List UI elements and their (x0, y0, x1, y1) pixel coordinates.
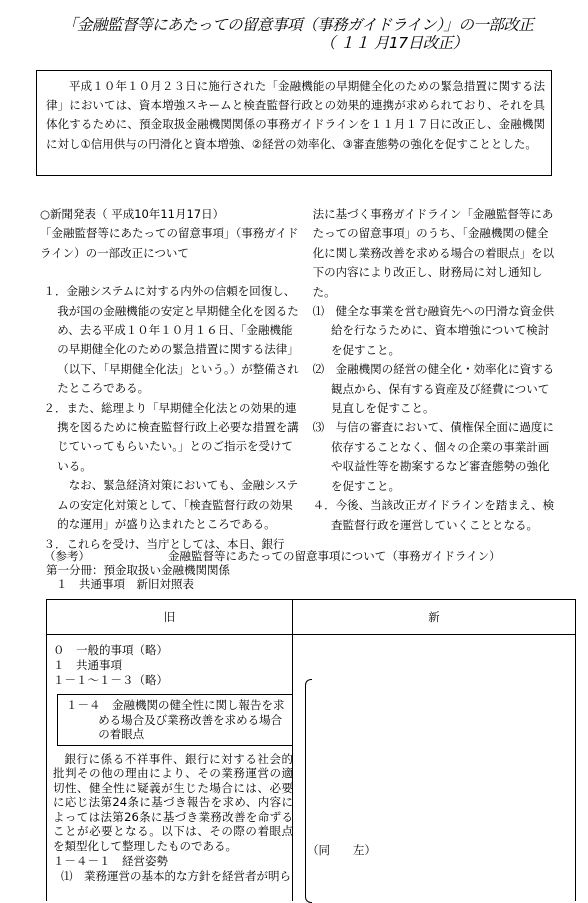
summary-box: 平成１０年１０月２３日に施行された「金融機能の早期健全化のための緊急措置に関する法律」においては、資本増強スキームと検査監督行政との効果的連携が求められており、それを具体化するために、預金取扱金融機関関係の事務ガイドラインを１１月１７日に改正し、金融機関に対し①信用供与の円滑化と資本増強、②経営の効率化、③審査態勢の強化を促すこととした。 (36, 70, 552, 176)
old-subsection: １－４－１ 経営姿勢 (53, 853, 168, 868)
reference-title: 金融監督等にあたっての留意事項について（事務ガイドライン） (168, 549, 501, 563)
right-column (308, 205, 558, 535)
section-1-4-heading: １－４ 金融機関の健全性に関し報告を求める場合及び業務改善を求める場合の着眼点 (66, 698, 285, 741)
header-new: 新 (293, 600, 576, 635)
header-old: 旧 (47, 600, 293, 635)
item-2: ２．また、総理より「早期健全化法との効果的連携を図るために検査監督行政上必要な措置を講じていってもらいたい。」とのご指示を受けている。 (43, 400, 299, 473)
section-1-4-box (57, 694, 293, 746)
left-column (40, 205, 302, 554)
press-release-date: ○新聞発表（ 平成10年11月17日） (40, 207, 225, 221)
new-cell (293, 635, 576, 902)
title-line-2: （ １１ 月17日改正） (320, 34, 468, 52)
item-4: ４．今後、当該改正ガイドラインを踏まえ、検査監督行政を運営していくこととなる。 (312, 498, 555, 532)
reference-block (44, 549, 564, 591)
point-1: ⑴ 健全な事業を営む融資先への円滑な資金供給を行なうために、資本増強について検討を促すこと。 (312, 304, 555, 357)
old-paragraph: 銀行に係る不祥事件、銀行に対する社会的批判その他の理由により、その業務運営の適切性、健全性に疑義が生じた場合には、必要に応じ法第24条に基づき報告を求め、内容によっては法第26条に基づき業務改善を命ずることが必要となる。以下は、その際の着眼点を類型化して整理したものである。 (53, 751, 293, 854)
reference-section: １ 共通事項 新旧対照表 (56, 577, 194, 591)
release-doc-title: 「金融監督等にあたっての留意事項」（事務ガイドライン）の一部改正について (40, 226, 299, 260)
title-line-1: 「金融監督等にあたっての留意事項（事務ガイドライン）」の一部改正 (62, 16, 534, 34)
old-line-0: ０ 一般的事項（略） (53, 643, 168, 657)
same-as-left: （同 左） (307, 843, 377, 857)
item-1: １．金融システムに対する内外の信頼を回復し、我が国の金融機能の安定と早期健全化を図るため、去る平成１０年１０月１６日、「金融機能の早期健全化のための緊急措置に関する法律」（以下、「早期健全化法」という。）が整備されたところである。 (43, 284, 299, 396)
page-title (62, 16, 572, 52)
item-2-note: なお、緊急経済対策においても、金融システムの安定化対策として、「検査監督行政の効果的な運用」が盛り込まれたところである。 (57, 478, 299, 532)
point-2: ⑵ 金融機関の経営の健全化・効率化に資する観点から、保有する資産及び経費について見直しを促すこと。 (312, 362, 555, 416)
reference-volume: 第一分冊：預金取扱い金融機関関係 (46, 563, 230, 577)
old-cell (47, 635, 293, 902)
comparison-table (46, 599, 576, 901)
old-subsection-1: ⑴ 業務運営の基本的な方針を経営者が明ら (61, 868, 291, 883)
reference-label: （参考） (44, 549, 90, 563)
point-3: ⑶ 与信の審査において、債権保全面に過度に依存することなく、個々の企業の事業計画や収益性等を勘案するなど審査態勢の強化を促すこと。 (312, 420, 554, 493)
old-line-1: １ 共通事項 (53, 658, 122, 672)
old-line-2: １－１～１－３（略） (53, 673, 168, 687)
right-continuation: 法に基づく事務ガイドライン「金融監督等にあたっての留意事項」のうち、「金融機関の健全化に関し業務改善を求める場合の着眼点」を以下の内容により改正し、財務局に対し通知した。 (312, 207, 555, 299)
item-3: ３．これらを受け、当庁としては、本日、銀行 (43, 536, 285, 551)
bracket-line (305, 679, 312, 903)
